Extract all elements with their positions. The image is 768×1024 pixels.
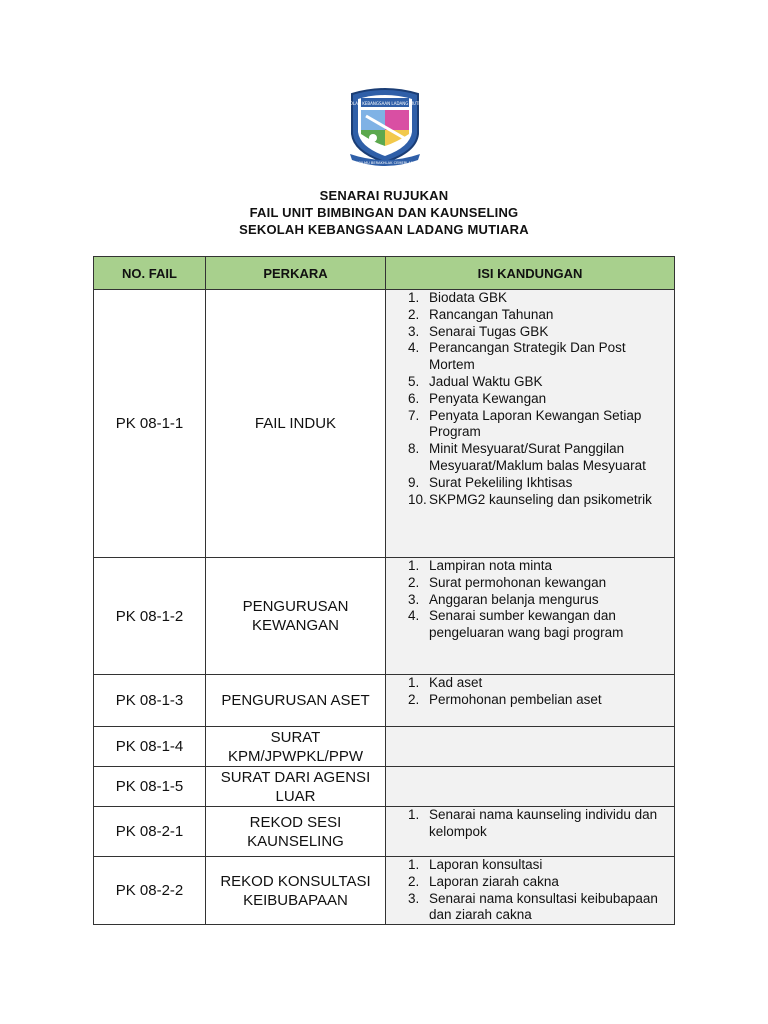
contents-list: [386, 675, 674, 709]
file-subject: PENGURUSAN ASET: [206, 675, 386, 727]
list-item: 8. Minit Mesyuarat/Surat Panggilan Mesyuarat/Maklum balas Mesyuarat: [408, 441, 646, 473]
file-number: PK 08-1-5: [94, 767, 206, 807]
list-item: 2. Rancangan Tahunan: [408, 306, 554, 322]
file-contents: [386, 727, 675, 767]
reference-table: [93, 256, 675, 925]
header-no-fail: NO. FAIL: [94, 257, 206, 290]
table-row: [94, 558, 675, 675]
crest-top-text: SEKOLAH KEBANGSAAN LADANG MUTIARA: [346, 101, 424, 106]
table-row: [94, 290, 675, 558]
list-item: 1. Senarai nama kaunseling individu dan kelompok: [408, 807, 658, 839]
file-contents: [386, 558, 675, 675]
file-contents: [386, 807, 675, 857]
list-item: 3. Senarai nama konsultasi keibubapaan dan ziarah cakna: [408, 890, 658, 923]
file-number: PK 08-1-1: [94, 290, 206, 558]
file-contents: [386, 857, 675, 925]
file-number: PK 08-1-4: [94, 727, 206, 767]
list-item: 1. Biodata GBK: [408, 290, 508, 305]
contents-list: [386, 290, 674, 508]
list-item: 1. Kad aset: [408, 675, 483, 690]
table-row: [94, 675, 675, 727]
contents-list: [386, 807, 674, 841]
table-header-row: [94, 257, 675, 290]
list-item: 2. Laporan ziarah cakna: [408, 873, 559, 889]
list-item: 2. Surat permohonan kewangan: [408, 574, 607, 590]
heading-line-1: SENARAI RUJUKAN: [319, 188, 449, 203]
list-item: 9. Surat Pekeliling Ikhtisas: [408, 474, 573, 490]
list-item: 2. Permohonan pembelian aset: [408, 691, 602, 707]
list-item: 6. Penyata Kewangan: [408, 390, 547, 406]
file-subject: PENGURUSAN KEWANGAN: [206, 558, 386, 675]
list-item: 4. Perancangan Strategik Dan Post Mortem: [408, 340, 626, 373]
list-item: 10. SKPMG2 kaunseling dan psikometrik: [408, 491, 652, 507]
file-contents: [386, 290, 675, 558]
list-item: 4. Senarai sumber kewangan dan pengeluaran wang bagi program: [408, 608, 624, 641]
table-row: [94, 807, 675, 857]
table-row: [94, 727, 675, 767]
school-crest-icon: [346, 86, 424, 172]
header-perkara: PERKARA: [206, 257, 386, 290]
file-number: PK 08-2-2: [94, 857, 206, 925]
header-isi-kandungan: ISI KANDUNGAN: [386, 257, 675, 290]
contents-list: [386, 857, 674, 924]
list-item: 7. Penyata Laporan Kewangan Setiap Program: [408, 407, 642, 440]
file-subject: SURAT DARI AGENSI LUAR: [206, 767, 386, 807]
table-row: [94, 767, 675, 807]
heading-line-3: SEKOLAH KEBANGSAAN LADANG MUTIARA: [239, 222, 529, 237]
list-item: 1. Laporan konsultasi: [408, 857, 543, 872]
file-subject: REKOD KONSULTASI KEIBUBAPAAN: [206, 857, 386, 925]
file-subject: SURAT KPM/JPWPKL/PPW: [206, 727, 386, 767]
file-contents: [386, 767, 675, 807]
list-item: 1. Lampiran nota minta: [408, 558, 553, 573]
list-item: 5. Jadual Waktu GBK: [408, 373, 543, 389]
list-item: 3. Senarai Tugas GBK: [408, 323, 549, 339]
contents-list: [386, 558, 674, 642]
file-contents: [386, 675, 675, 727]
table-row: [94, 857, 675, 925]
file-number: PK 08-1-3: [94, 675, 206, 727]
heading-line-2: FAIL UNIT BIMBINGAN DAN KAUNSELING: [249, 205, 519, 220]
file-subject: FAIL INDUK: [206, 290, 386, 558]
file-number: PK 08-1-2: [94, 558, 206, 675]
file-subject: REKOD SESI KAUNSELING: [206, 807, 386, 857]
document-heading: [0, 187, 768, 238]
file-number: PK 08-2-1: [94, 807, 206, 857]
list-item: 3. Anggaran belanja mengurus: [408, 591, 599, 607]
crest-motto: BERILMU BERAKHLAK CEMERLANG: [353, 161, 417, 165]
